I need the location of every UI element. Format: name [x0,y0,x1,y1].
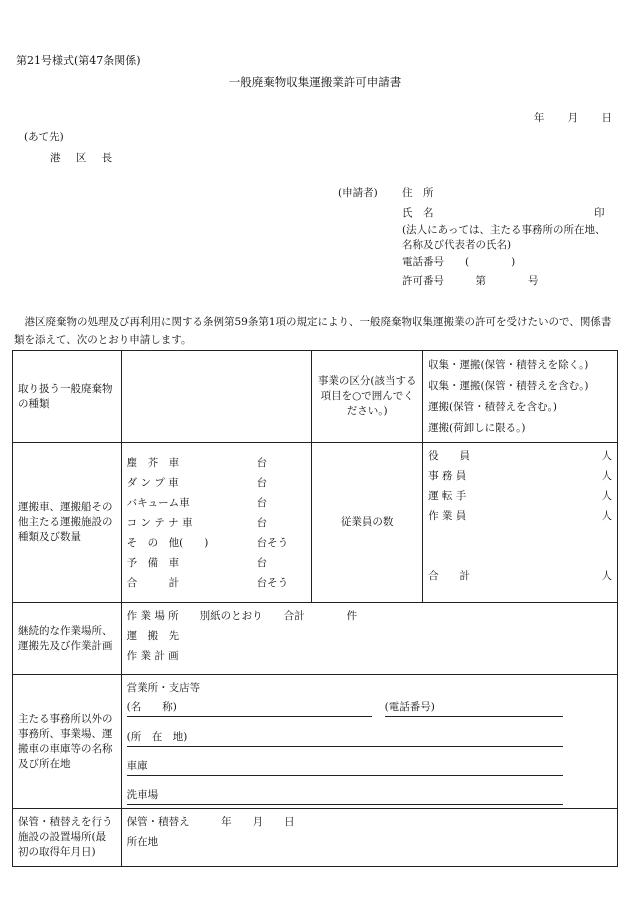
business-category-options [423,351,618,443]
waste-type-label: 取り扱う一般廃棄物の種類 [13,351,122,443]
staff-role: 運 転 手 [428,490,467,502]
vehicle-name: バキューム車 [126,496,190,509]
staff-role: 作 業 員 [428,510,467,522]
vehicle-unit: 台 [256,556,268,569]
staff-unit: 人 [601,510,612,522]
office-phone-field[interactable]: (電話番号) [385,698,563,717]
waste-type-row [13,351,618,443]
staff-unit: 人 [601,450,612,462]
storage-row [13,809,618,867]
vehicle-name: 合 計 [126,576,180,589]
category-option[interactable]: 収集・運搬(保管・積替えを除く。) [428,358,589,371]
applicant-phone[interactable]: 電話番号 ( ) [402,256,516,268]
addressee-label: (あて先) [24,131,64,143]
vehicle-unit: 台 [256,476,268,489]
workplace-line[interactable]: 作 業 場 所 別紙のとおり 合計 件 [126,610,358,622]
document-title: 一般廃棄物収集運搬業許可申請書 [228,75,402,89]
vehicle-item[interactable] [127,453,307,473]
office-details [121,675,617,809]
staff-total-unit: 人 [601,570,612,582]
applicant-address[interactable]: 住 所 [402,187,434,199]
workplace-label: 継続的な作業場所、運搬先及び作業計画 [13,603,122,675]
destination-line[interactable]: 運 搬 先 [126,630,180,642]
vehicles-row [13,443,618,603]
workplace-row [13,603,618,675]
staff-total-label: 合 計 [428,570,471,582]
application-form-table [12,350,618,867]
vehicle-item[interactable] [127,513,307,533]
vehicle-item[interactable] [127,533,307,553]
addressee: 港 区 長 [50,152,119,164]
vehicle-item[interactable] [127,493,307,513]
staff-item[interactable] [428,486,612,506]
vehicle-name: 予 備 車 [126,556,180,569]
staff-role: 役 員 [428,450,471,462]
storage-address-line[interactable]: 所在地 [126,836,159,848]
vehicle-unit: 台そう [256,576,289,589]
office-name-field[interactable]: (名 称) [127,698,372,717]
application-statement: 港区廃棄物の処理及び再利用に関する条例第59条第1項の規定により、一般廃棄物収集運搬業の許可を受けたいので、関係書類を添えて、次のとおり申請します。 [14,316,612,346]
business-category-label: 事業の区分(該当する項目を○で囲んでください。) [312,351,423,443]
office-name-row [127,698,612,718]
staff-item[interactable] [428,466,612,486]
vehicle-unit: 台そう [256,536,289,549]
category-option[interactable]: 運搬(荷卸しに限る。) [428,421,526,434]
staff-unit: 人 [601,490,612,502]
applicant-name[interactable]: 氏 名 [402,207,434,219]
category-option[interactable]: 収集・運搬(保管・積替えを含む。) [428,379,589,392]
vehicle-unit: 台 [256,516,268,529]
storage-details [121,809,617,867]
garage-field[interactable]: 車庫 [127,757,563,776]
office-row [13,675,618,809]
applicant-note: (法人にあっては、主たる事務所の所在地、名称及び代表者の氏名) [402,224,606,251]
staff-list [423,443,618,603]
office-heading: 営業所・支店等 [126,682,201,694]
vehicle-name: コ ン テ ナ 車 [126,516,193,529]
vehicle-unit: 台 [256,496,268,509]
vehicles-label: 運搬車、運搬船その他主たる運搬施設の種類及び数量 [13,443,122,603]
applicant-label: (申請者) [338,187,378,199]
vehicle-name: 塵 芥 車 [126,456,180,469]
vehicle-name: そ の 他( ) [126,536,209,549]
staff-item[interactable] [428,506,612,526]
vehicles-list [121,443,312,603]
vehicle-item[interactable] [127,473,307,493]
vehicle-unit: 台 [256,456,268,469]
carwash-field[interactable]: 洗車場 [127,786,563,805]
staff-item[interactable] [428,446,612,466]
staff-role: 事 務 員 [428,470,467,482]
staff-total[interactable] [428,566,612,586]
form-number: 第21号様式(第47条関係) [16,54,141,67]
staff-unit: 人 [601,470,612,482]
date-line[interactable]: 年 月 日 [533,112,612,124]
category-option[interactable]: 運搬(保管・積替えを含む。) [428,400,558,413]
work-plan-line[interactable]: 作 業 計 画 [126,650,179,662]
office-label: 主たる事務所以外の事務所、事業場、運搬車の車庫等の名称及び所在地 [13,675,122,809]
vehicle-item[interactable] [127,573,307,593]
waste-type-field[interactable] [121,351,312,443]
storage-label: 保管・積替えを行う施設の設置場所(最初の取得年月日) [13,809,122,867]
storage-date-line[interactable]: 保管・積替え 年 月 日 [126,816,295,828]
vehicle-name: ダ ン プ 車 [126,476,179,489]
staff-count-label: 従業員の数 [312,443,423,603]
vehicle-item[interactable] [127,553,307,573]
seal-mark: 印 [594,207,605,219]
workplace-details [121,603,617,675]
office-address-field[interactable]: (所 在 地) [127,728,563,747]
applicant-permit-number[interactable]: 許可番号 第 号 [402,275,539,287]
